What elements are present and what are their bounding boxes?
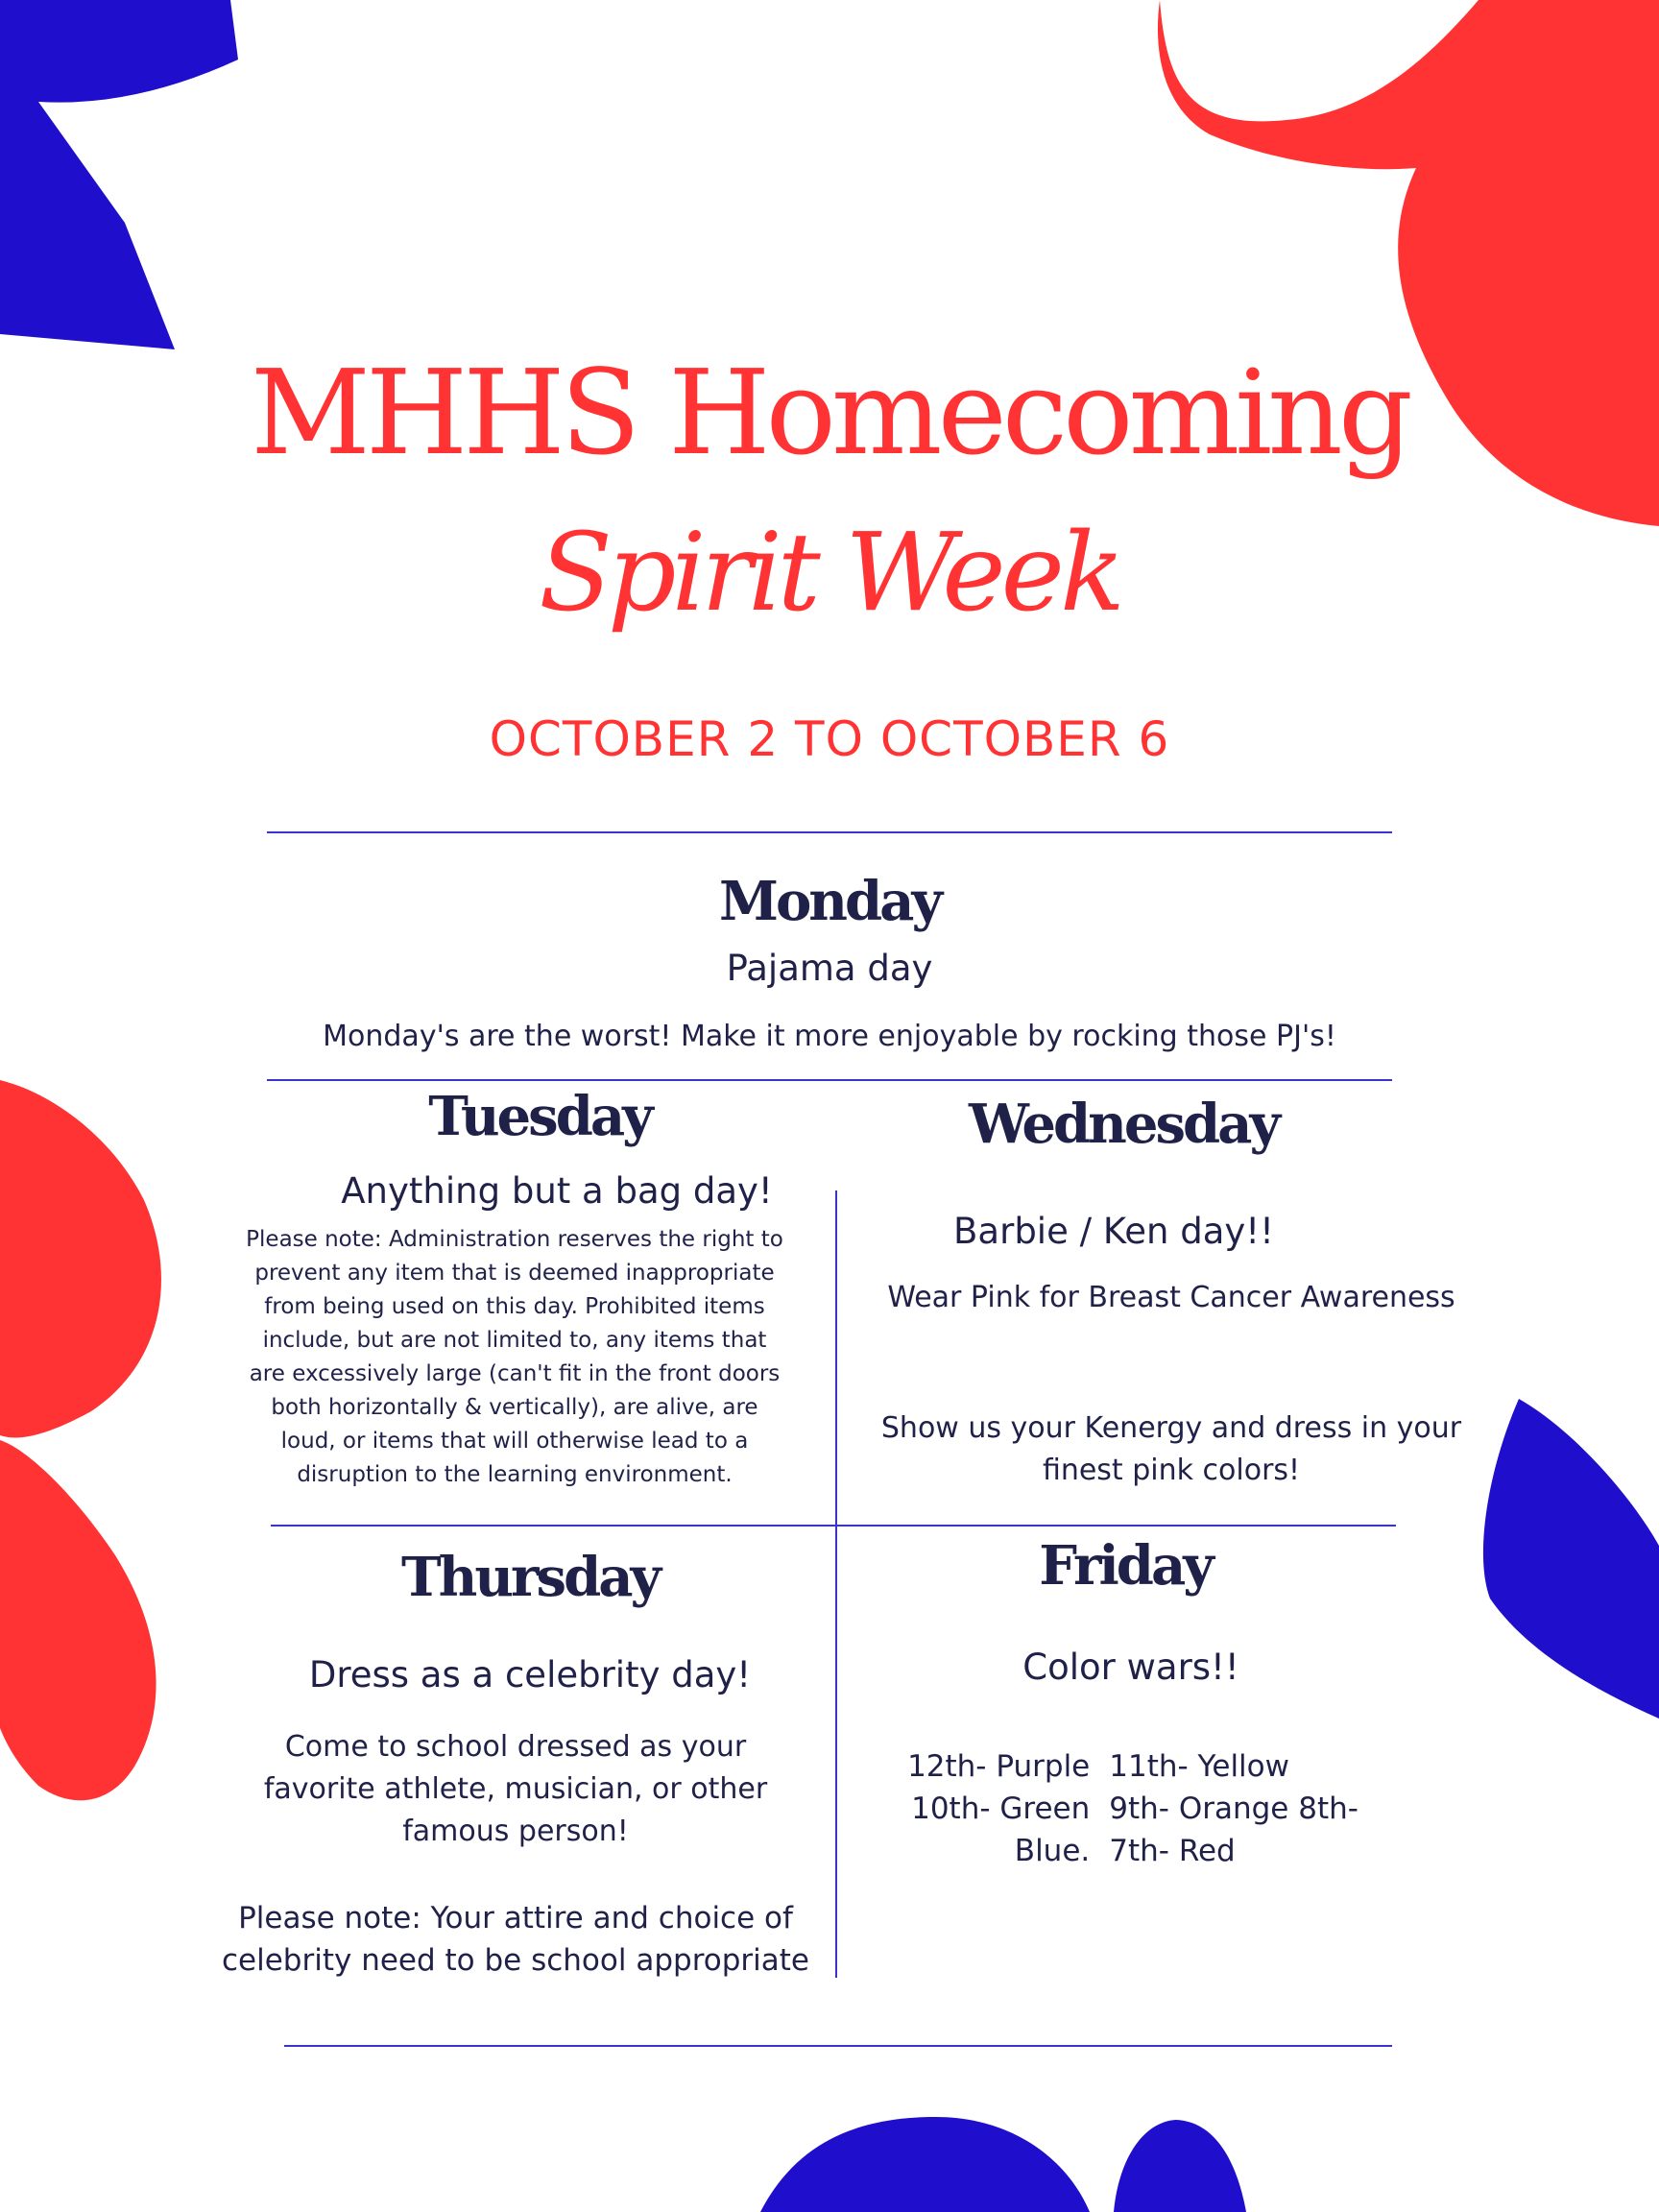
divider-top (267, 831, 1392, 833)
blue-petal-bottom (760, 2117, 1090, 2212)
wednesday-heading: Wednesday (969, 1093, 1278, 1156)
monday-description: Monday's are the worst! Make it more enjoyable by rocking those PJ's! (323, 1020, 1336, 1053)
blue-petal-right (1483, 1399, 1659, 1719)
page-title: MHHS Homecoming (251, 345, 1408, 481)
divider-middle (271, 1525, 1396, 1527)
thursday-theme: Dress as a celebrity day! (308, 1654, 752, 1695)
thursday-description: Come to school dressed as your favorite athlete, musician, or other famous person! (263, 1730, 768, 1848)
thursday-note: Please note: Your attire and choice of celebrity need to be school appropriate (222, 1901, 809, 1978)
divider-vertical (835, 1190, 837, 1978)
blue-petal-bottom-right (1114, 2120, 1246, 2212)
class-color-8th: Blue. (1014, 1834, 1091, 1868)
divider-after-monday (267, 1079, 1392, 1081)
class-color-9th: 9th- Orange 8th- (1109, 1791, 1358, 1826)
red-flower-left (0, 1080, 161, 1437)
friday-theme: Color wars!! (1022, 1647, 1239, 1688)
friday-heading: Friday (1039, 1534, 1212, 1598)
friday-class-colors (864, 1745, 1402, 1872)
class-color-11th: 11th- Yellow (1109, 1749, 1289, 1784)
red-flower-left-lower (0, 1440, 156, 1800)
event-dates: OCTOBER 2 TO OCTOBER 6 (489, 711, 1170, 767)
blue-petal-top-left (0, 0, 238, 349)
monday-theme: Pajama day (726, 948, 933, 989)
wednesday-description-2: Show us your Kenergy and dress in your finest pink colors! (880, 1411, 1462, 1487)
tuesday-theme: Anything but a bag day! (341, 1170, 773, 1212)
thursday-heading: Thursday (400, 1546, 660, 1609)
monday-heading: Monday (718, 870, 941, 933)
tuesday-note: Please note: Administration reserves the right to prevent any item that is deemed inappropriate from being used on this day. Prohibited items include, but are not limited to, any items that are excessively large (can't fit in the front doors both horizontally & vertically), are alive, are loud, or items that will otherwise lead to a disruption to the learning environment. (246, 1227, 783, 1487)
wednesday-description: Wear Pink for Breast Cancer Awareness (887, 1281, 1455, 1314)
class-color-10th: 10th- Green (911, 1791, 1091, 1826)
class-color-7th: 7th- Red (1109, 1834, 1236, 1868)
class-color-12th: 12th- Purple (907, 1749, 1091, 1784)
tuesday-heading: Tuesday (428, 1085, 651, 1148)
wednesday-theme: Barbie / Ken day!! (953, 1211, 1274, 1252)
divider-bottom (284, 2045, 1392, 2047)
page-subtitle: Spirit Week (539, 511, 1120, 636)
